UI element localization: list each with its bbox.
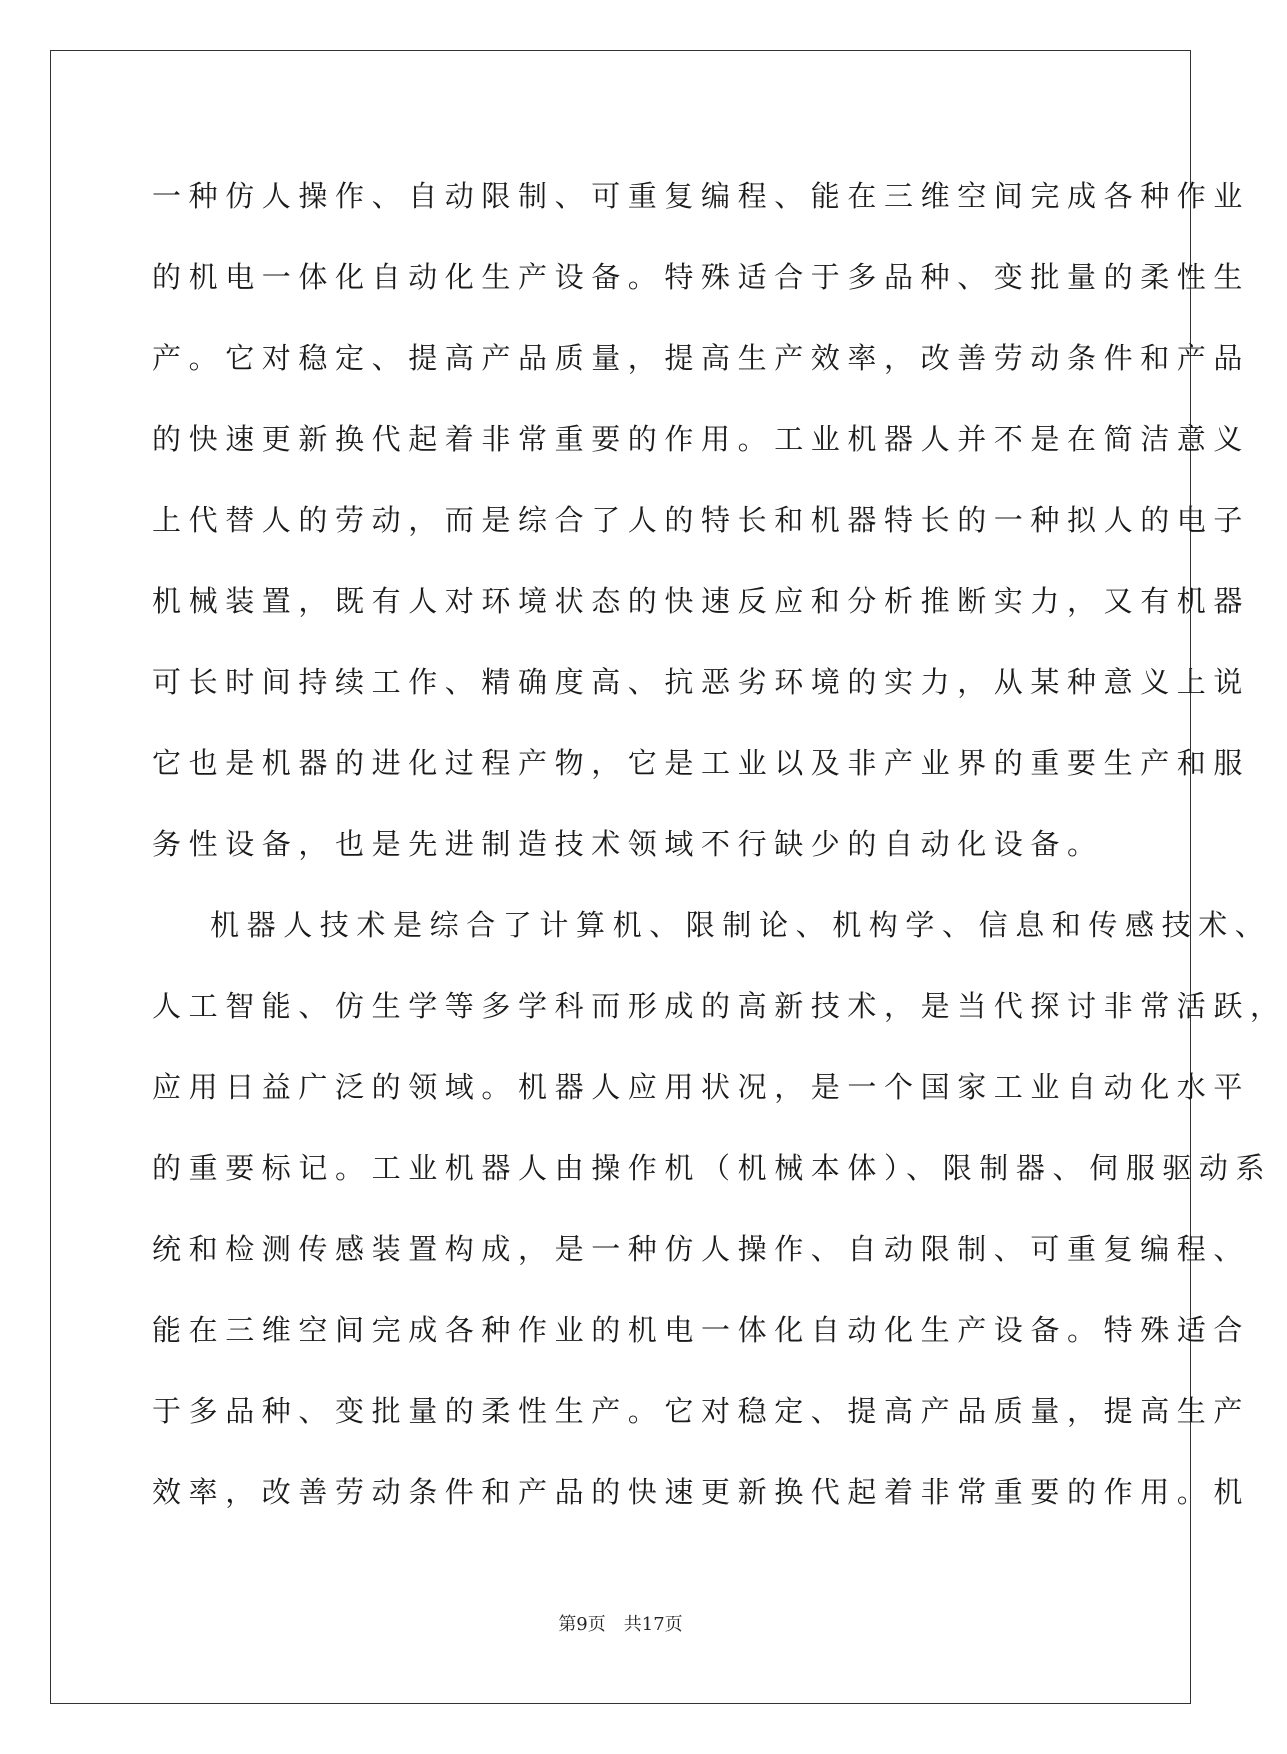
- paragraph-start-line: 机器人技术是综合了计算机、限制论、机构学、信息和传感技术、: [210, 908, 1272, 942]
- document-body: [152, 156, 1287, 1533]
- page-total: 共17页: [623, 1614, 683, 1635]
- text-line: 产。它对稳定、提高产品质量，提高生产效率，改善劳动条件和产品: [152, 341, 1251, 375]
- text-line: 上代替人的劳动，而是综合了人的特长和机器特长的一种拟人的电子: [152, 503, 1251, 537]
- text-line: 机械装置，既有人对环境状态的快速反应和分析推断实力，又有机器: [152, 584, 1251, 618]
- text-line: 的快速更新换代起着非常重要的作用。工业机器人并不是在简洁意义: [152, 422, 1251, 456]
- text-line: 务性设备，也是先进制造技术领域不行缺少的自动化设备。: [152, 827, 1104, 861]
- text-line: 能在三维空间完成各种作业的机电一体化自动化生产设备。特殊适合: [152, 1313, 1251, 1347]
- text-line: 一种仿人操作、自动限制、可重复编程、能在三维空间完成各种作业: [152, 179, 1251, 213]
- text-line: 统和检测传感装置构成，是一种仿人操作、自动限制、可重复编程、: [152, 1232, 1251, 1266]
- text-line: 的机电一体化自动化生产设备。特殊适合于多品种、变批量的柔性生: [152, 260, 1251, 294]
- text-line: 应用日益广泛的领域。机器人应用状况，是一个国家工业自动化水平: [152, 1070, 1251, 1104]
- text-line: 可长时间持续工作、精确度高、抗恶劣环境的实力，从某种意义上说: [152, 665, 1251, 699]
- text-line: 它也是机器的进化过程产物，它是工业以及非产业界的重要生产和服: [152, 746, 1251, 780]
- text-line: 效率，改善劳动条件和产品的快速更新换代起着非常重要的作用。机: [152, 1475, 1251, 1509]
- text-line: 的重要标记。工业机器人由操作机（机械本体）、限制器、伺服驱动系: [152, 1151, 1273, 1185]
- text-line: 人工智能、仿生学等多学科而形成的高新技术，是当代探讨非常活跃，: [152, 989, 1287, 1023]
- text-line: 于多品种、变批量的柔性生产。它对稳定、提高产品质量，提高生产: [152, 1394, 1251, 1428]
- page-footer: [0, 1610, 1241, 1636]
- page-number: 第9页: [558, 1614, 606, 1635]
